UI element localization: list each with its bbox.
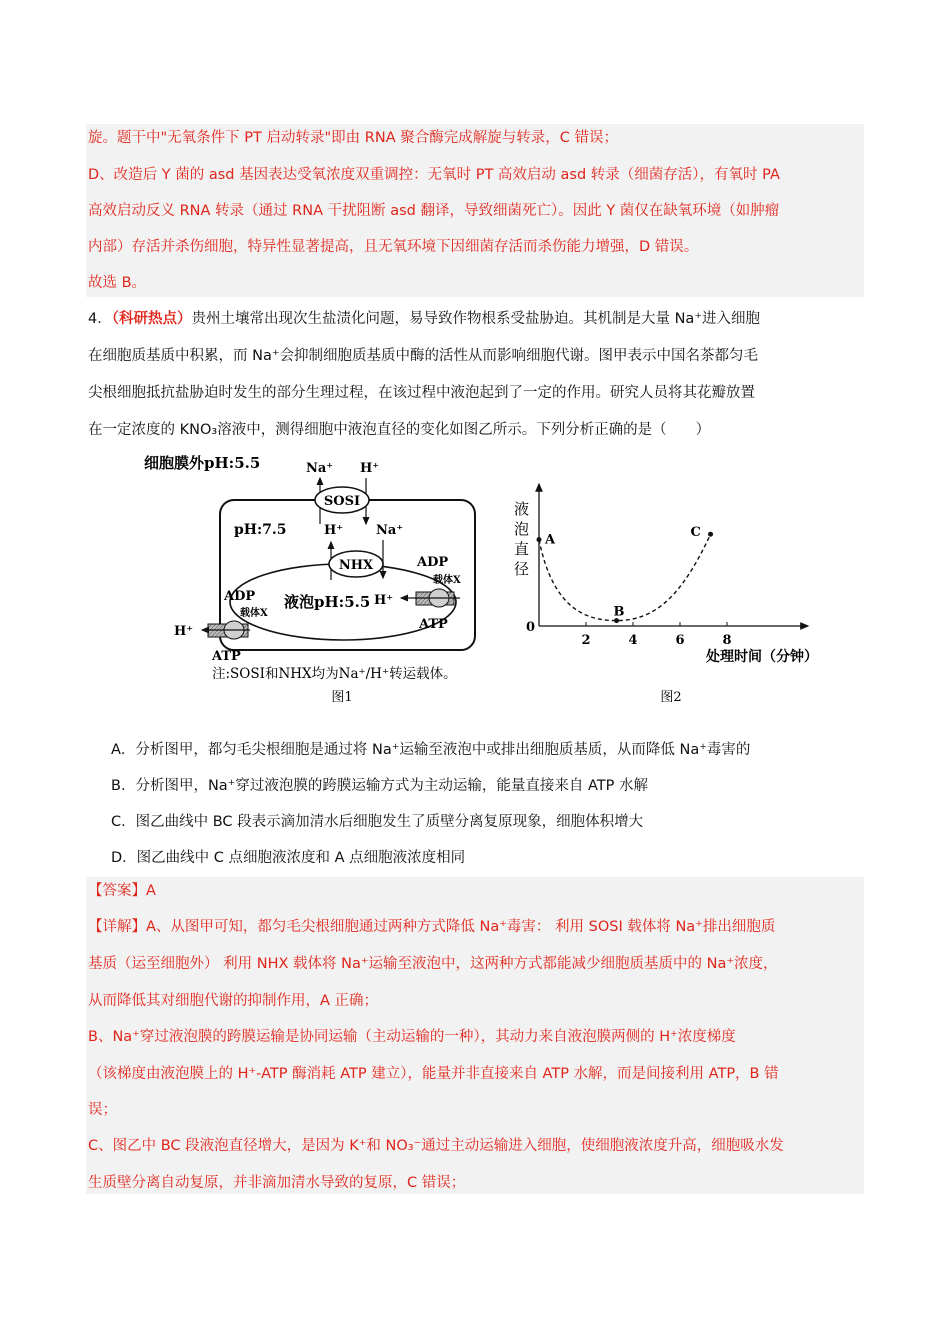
outside-ph-label: 细胞膜外pH:5.5 xyxy=(144,454,261,472)
membrane-adp-label: ADP xyxy=(224,589,256,604)
question-line-4: 在一定浓度的 KNO₃溶液中，测得细胞中液泡直径的变化如图乙所示。下列分析正确的是（ ） xyxy=(88,422,711,438)
nhx-na-label: Na⁺ xyxy=(376,523,404,538)
vacuole-h-label: H⁺ xyxy=(374,593,394,608)
cytoplasm-ph-label: pH:7.5 xyxy=(234,522,287,538)
point-c-label: C xyxy=(690,525,701,541)
x-tick-label-4: 4 xyxy=(628,633,638,648)
option-c: C．图乙曲线中 BC 段表示滴加清水后细胞发生了质壁分离复原现象，细胞体积增大 xyxy=(111,814,644,830)
point-a-label: A xyxy=(545,532,556,548)
x-tick-label-8: 8 xyxy=(722,633,732,648)
answer-top-line-4: 内部）存活并杀伤细胞，特异性显著提高，且无氧环境下因细菌存活而杀伤能力增强，D 错误。 xyxy=(88,239,699,255)
x-tick-label-2: 2 xyxy=(581,633,591,648)
x-tick-label-6: 6 xyxy=(675,633,685,648)
question-line-1 xyxy=(88,309,760,329)
explanation-line-2: 基质（运至细胞外） 利用 NHX 载体将 Na⁺运输至液泡中，这两种方式都能减少细胞质基质中的 Na⁺浓度， xyxy=(88,956,778,972)
nhx-label: NHX xyxy=(338,558,374,573)
answer-label: 【答案】A xyxy=(88,883,156,899)
point-c xyxy=(708,532,713,537)
sosi-na-label: Na⁺ xyxy=(306,461,334,476)
nhx-h-label: H⁺ xyxy=(324,523,344,538)
option-a: A．分析图甲，都匀毛尖根细胞是通过将 Na⁺运输至液泡中或排出细胞质基质，从而降低 Na⁺毒害的 xyxy=(111,742,751,758)
explanation-line-4: B、Na⁺穿过液泡膜的跨膜运输是协同运输（主动运输的一种），其动力来自液泡膜两侧的 H⁺浓度梯度 xyxy=(88,1029,736,1045)
question-text-1: 贵州土壤常出现次生盐渍化问题，易导致作物根系受盐胁迫。其机制是大量 Na⁺进入细胞 xyxy=(191,311,760,327)
explanation-line-5: （该梯度由液泡膜上的 H⁺-ATP 酶消耗 ATP 建立），能量并非直接来自 ATP 水解，而是间接利用 ATP，B 错 xyxy=(88,1066,779,1082)
vacuole-atp-label: ATP xyxy=(419,617,448,632)
answer-top-line-1: 旋。题干中"无氧条件下 PT 启动转录"即由 RNA 聚合酶完成解旋与转录，C 错误； xyxy=(88,130,618,146)
y-label-char-3: 直 xyxy=(514,540,530,558)
option-d: D．图乙曲线中 C 点细胞液浓度和 A 点细胞液浓度相同 xyxy=(111,850,466,866)
y-label-char-1: 液 xyxy=(514,500,530,518)
figure-2-caption: 图2 xyxy=(660,690,682,705)
membrane-carrier-label: 载体X xyxy=(240,608,268,619)
vacuole-adp-label: ADP xyxy=(417,555,449,570)
answer-top-line-2: D、改造后 Y 菌的 asd 基因表达受氧浓度双重调控：无氧时 PT 高效启动 asd 转录（细菌存活），有氧时 PA xyxy=(88,167,780,183)
answer-top-line-5: 故选 B。 xyxy=(88,275,147,291)
vacuole-ph-label: 液泡pH:5.5 xyxy=(284,593,371,611)
question-line-3: 尖根细胞抵抗盐胁迫时发生的部分生理过程，在该过程中液泡起到了一定的作用。研究人员将其花瓣放置 xyxy=(88,385,755,401)
y-label-char-4: 径 xyxy=(514,560,530,578)
explanation-line-7: C、图乙中 BC 段液泡直径增大，是因为 K⁺和 NO₃⁻通过主动运输进入细胞，使细胞液浓度升高，细胞吸水发 xyxy=(88,1138,784,1154)
x-axis-label: 处理时间（分钟） xyxy=(706,649,818,665)
explanation-line-8: 生质壁分离自动复原，并非滴加清水导致的复原，C 错误； xyxy=(88,1175,466,1191)
explanation-line-3: 从而降低其对细胞代谢的抑制作用，A 正确； xyxy=(88,993,379,1009)
question-line-2: 在细胞质基质中积累，而 Na⁺会抑制细胞质基质中酶的活性从而影响细胞代谢。图甲表示中国名茶都匀毛 xyxy=(88,348,758,364)
diameter-curve xyxy=(539,534,711,620)
sosi-h-label: H⁺ xyxy=(360,461,380,476)
option-b: B．分析图甲，Na⁺穿过液泡膜的跨膜运输方式为主动运输，能量直接来自 ATP 水解 xyxy=(111,778,648,794)
question-tag: （科研热点） xyxy=(111,311,192,327)
y-label-char-2: 泡 xyxy=(514,520,530,538)
figure-2-chart xyxy=(506,478,826,708)
membrane-h-label: H⁺ xyxy=(174,624,194,639)
explanation-line-6: 误； xyxy=(88,1102,117,1118)
point-a xyxy=(537,537,542,542)
origin-label: 0 xyxy=(526,620,536,635)
question-number: 4． xyxy=(88,311,112,327)
explanation-line-1: 【详解】A、从图甲可知，都匀毛尖根细胞通过两种方式降低 Na⁺毒害： 利用 SOSI 载体将 Na⁺排出细胞质 xyxy=(88,919,776,935)
answer-top-line-3: 高效启动反义 RNA 转录（通过 RNA 干扰阻断 asd 翻译，导致细菌死亡）。因此 Y 菌仅在缺氧环境（如肿瘤 xyxy=(88,203,780,219)
membrane-atp-label: ATP xyxy=(212,649,241,664)
point-b-label: B xyxy=(613,604,625,620)
figure-1-note: 注:SOSI和NHX均为Na⁺/H⁺转运载体。 xyxy=(212,666,457,682)
vacuole-carrier-label: 载体X xyxy=(433,575,461,586)
figure-1-diagram xyxy=(144,452,498,712)
figure-1-caption: 图1 xyxy=(331,690,353,705)
sosi-label: SOSI xyxy=(323,494,361,509)
